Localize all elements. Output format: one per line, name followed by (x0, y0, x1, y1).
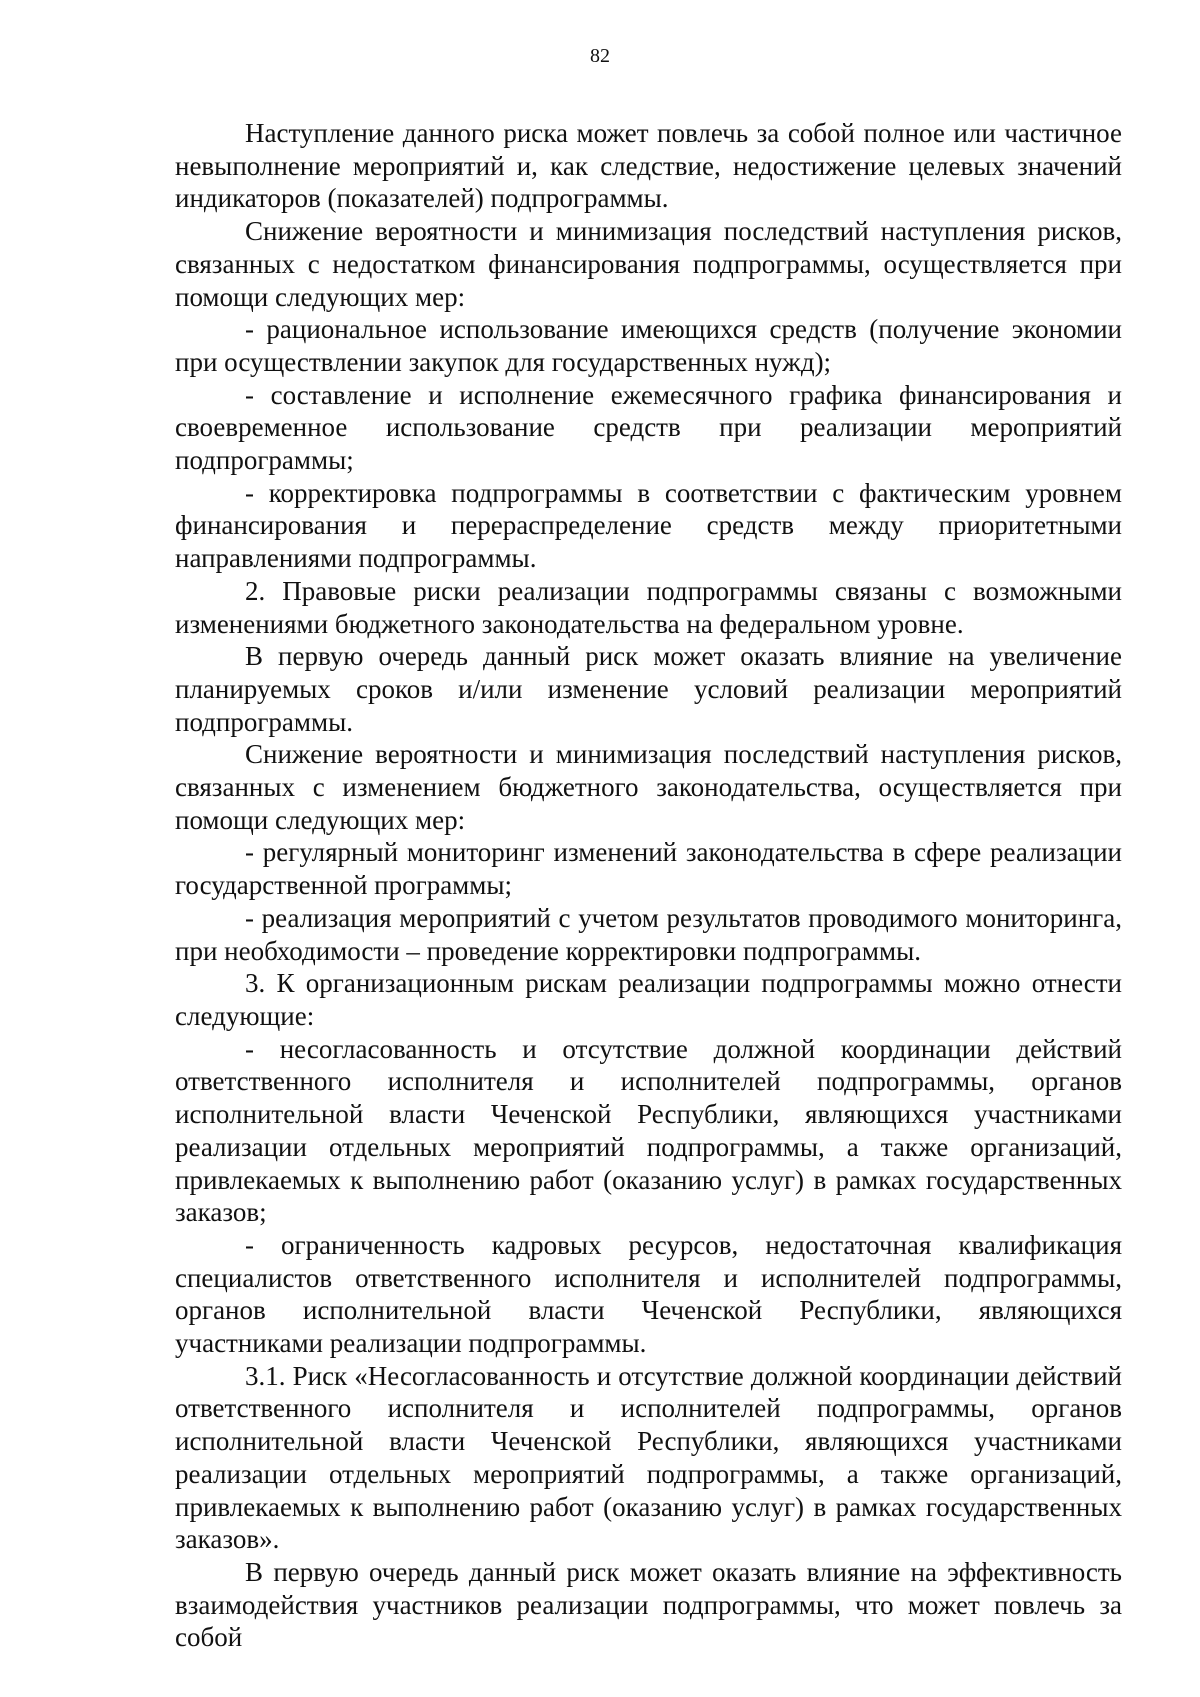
list-item-coordination: - несогласованность и отсутствие должной координации действий ответственного исполнителя и исполнителей подпрограммы, органов исполнительной власти Чеченской Республики, являющихся участниками реализации отдельных мероприятий подпрограммы, а также организаций, привлекаемых к выполнению работ (оказанию услуг) в рамках государственных заказов; (175, 1033, 1122, 1228)
paragraph-legal-mitigation: Снижение вероятности и минимизация последствий наступления рисков, связанных с изменением бюджетного законодательства, осуществляется при помощи следующих мер: (175, 739, 1122, 835)
document-body (175, 117, 1122, 1654)
paragraph-organizational-risks: 3. К организационным рискам реализации подпрограммы можно отнести следующие: (175, 968, 1122, 1031)
list-item-implementation: - реализация мероприятий с учетом результатов проводимого мониторинга, при необходимости – проведение корректировки подпрограммы. (175, 902, 1122, 966)
paragraph-legal-impact: В первую очередь данный риск может оказать влияние на увеличение планируемых сроков и/или изменение условий реализации мероприятий подпрограммы. (175, 641, 1122, 737)
paragraph-consequences: Наступление данного риска может повлечь за собой полное или частичное невыполнение мероприятий и, как следствие, недостижение целевых значений индикаторов (показателей) подпрограммы. (175, 118, 1122, 214)
list-item-rational-use: - рациональное использование имеющихся средств (получение экономии при осуществлении закупок для государственных нужд); (175, 314, 1122, 377)
list-item-correction: - корректировка подпрограммы в соответствии с фактическим уровнем финансирования и перераспределение средств между приоритетными направлениями подпрограммы. (175, 477, 1122, 574)
paragraph-finance-mitigation: Снижение вероятности и минимизация последствий наступления рисков, связанных с недостатком финансирования подпрограммы, осуществляется при помощи следующих мер: (175, 216, 1122, 312)
list-item-staff: - ограниченность кадровых ресурсов, недостаточная квалификация специалистов ответственного исполнителя и исполнителей подпрограммы, органов исполнительной власти Чеченской Республики, являющихся участниками реализации подпрограммы. (175, 1229, 1122, 1359)
paragraph-legal-risks: 2. Правовые риски реализации подпрограммы связаны с возможными изменениями бюджетного законодательства на федеральном уровне. (175, 575, 1122, 639)
list-item-monitoring: - регулярный мониторинг изменений законодательства в сфере реализации государственной программы; (175, 837, 1122, 901)
paragraph-risk-impact: В первую очередь данный риск может оказать влияние на эффективность взаимодействия участников реализации подпрограммы, что может повлечь за собой (175, 1556, 1122, 1653)
page-number: 82 (590, 45, 610, 67)
list-item-monthly-schedule: - составление и исполнение ежемесячного графика финансирования и своевременное использование средств при реализации мероприятий подпрограммы; (175, 379, 1122, 476)
paragraph-risk-3-1: 3.1. Риск «Несогласованность и отсутствие должной координации действий ответственного исполнителя и исполнителей подпрограммы, органов исполнительной власти Чеченской Республики, являющихся участниками реализации отдельных мероприятий подпрограммы, а также организаций, привлекаемых к выполнению работ (оказанию услуг) в рамках государственных заказов». (175, 1360, 1122, 1555)
